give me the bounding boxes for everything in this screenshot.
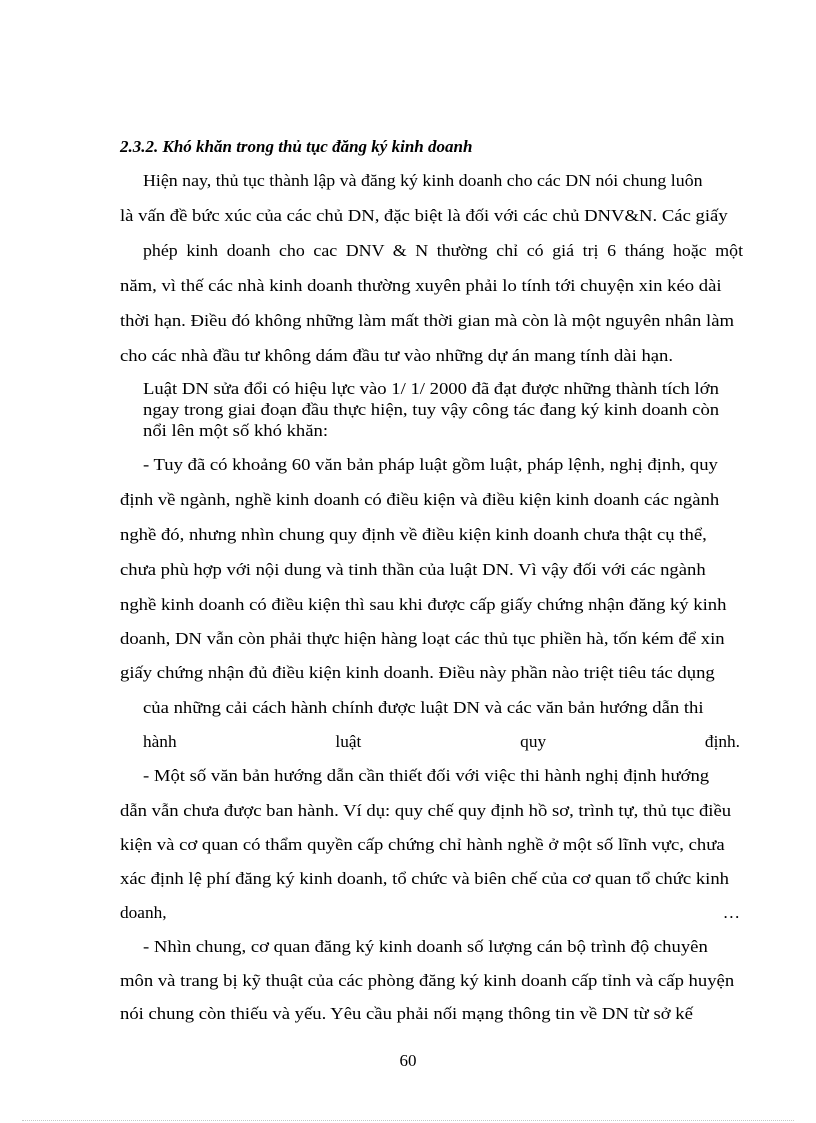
paragraph-line: năm, vì thế các nhà kinh doanh thường xuyên phải lo tính tới chuyện xin kéo dài bbox=[120, 276, 722, 295]
paragraph-line: phép kinh doanh cho cac DNV & N thường chỉ có giá trị 6 tháng hoặc một bbox=[143, 241, 744, 260]
paragraph-line: nổi lên một số khó khăn: bbox=[143, 421, 329, 440]
paragraph-line: - Một số văn bản hướng dẫn cần thiết đối với việc thi hành nghị định hướng bbox=[143, 766, 710, 785]
spread-word: … bbox=[722, 903, 740, 922]
paragraph-line: doanh, DN vẫn còn phải thực hiện hàng loạt các thủ tục phiền hà, tốn kém để xin bbox=[120, 629, 725, 648]
paragraph-line: định về ngành, nghề kinh doanh có điều kiện và điều kiện kinh doanh các ngành bbox=[120, 490, 720, 509]
paragraph-line: ngay trong giai đoạn đầu thực hiện, tuy vậy công tác đang ký kinh doanh còn bbox=[143, 400, 720, 419]
paragraph-line: cho các nhà đầu tư không dám đầu tư vào những dự án mang tính dài hạn. bbox=[120, 346, 674, 365]
page-number: 60 bbox=[399, 1051, 417, 1070]
paragraph-line: - Tuy đã có khoảng 60 văn bản pháp luật gồm luật, pháp lệnh, nghị định, quy bbox=[143, 455, 718, 474]
paragraph-line: chưa phù hợp với nội dung và tinh thần của luật DN. Vì vậy đối với các ngành bbox=[120, 560, 706, 579]
paragraph-line: là vấn đề bức xúc của các chủ DN, đặc biệt là đối với các chủ DNV&N. Các giấy bbox=[120, 206, 728, 225]
paragraph-line-spread bbox=[143, 731, 740, 753]
paragraph-line: dẫn vẫn chưa được ban hành. Ví dụ: quy chế quy định hồ sơ, trình tự, thủ tục điều bbox=[120, 801, 732, 820]
paragraph-line: xác định lệ phí đăng ký kinh doanh, tổ chức và biên chế của cơ quan tổ chức kinh bbox=[120, 869, 730, 888]
paragraph-line: - Nhìn chung, cơ quan đăng ký kinh doanh số lượng cán bộ trình độ chuyên bbox=[143, 937, 708, 956]
spread-word: hành bbox=[143, 732, 177, 751]
spread-word: luật bbox=[335, 732, 362, 751]
section-heading: 2.3.2. Khó khăn trong thủ tục đăng ký kinh doanh bbox=[120, 137, 473, 156]
paragraph-line: thời hạn. Điều đó không những làm mất thời gian mà còn là một nguyên nhân làm bbox=[120, 311, 735, 330]
paragraph-line-spread bbox=[120, 902, 740, 924]
spread-word: doanh, bbox=[120, 903, 167, 922]
paragraph-line: giấy chứng nhận đủ điều kiện kinh doanh. Điều này phần nào triệt tiêu tác dụng bbox=[120, 663, 715, 682]
spread-word: quy bbox=[520, 732, 547, 751]
spread-word: định. bbox=[704, 732, 740, 751]
footer-divider bbox=[22, 1120, 794, 1121]
paragraph-line: nghề kinh doanh có điều kiện thì sau khi được cấp giấy chứng nhận đăng ký kinh bbox=[120, 595, 727, 614]
paragraph-line: của những cải cách hành chính được luật DN và các văn bản hướng dẫn thi bbox=[143, 698, 704, 717]
paragraph-line: Hiện nay, thủ tục thành lập và đăng ký kinh doanh cho các DN nói chung luôn bbox=[143, 171, 703, 190]
paragraph-line: môn và trang bị kỹ thuật của các phòng đăng ký kinh doanh cấp tỉnh và cấp huyện bbox=[120, 971, 735, 990]
paragraph-line: nói chung còn thiếu và yếu. Yêu cầu phải nối mạng thông tin về DN từ sở kế bbox=[120, 1004, 693, 1023]
paragraph-line: nghề đó, nhưng nhìn chung quy định về điều kiện kinh doanh chưa thật cụ thể, bbox=[120, 525, 707, 544]
paragraph-line: kiện và cơ quan có thẩm quyền cấp chứng chỉ hành nghề ở một số lĩnh vực, chưa bbox=[120, 835, 725, 854]
paragraph-line: Luật DN sửa đổi có hiệu lực vào 1/ 1/ 2000 đã đạt được những thành tích lớn bbox=[143, 379, 719, 398]
